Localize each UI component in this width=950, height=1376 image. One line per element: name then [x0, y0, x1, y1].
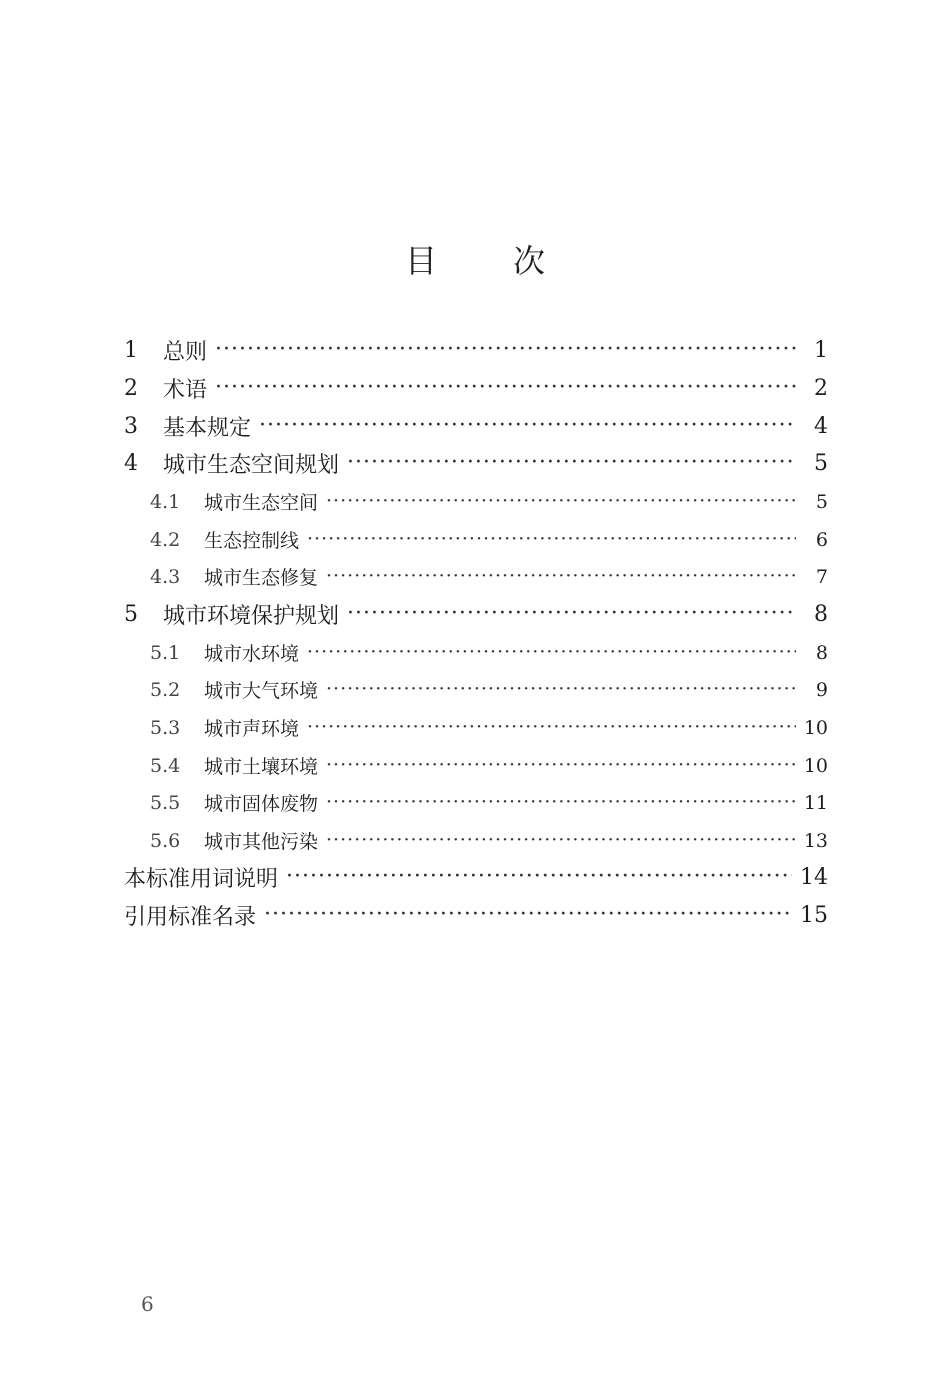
- toc-entry-5[interactable]: [124, 596, 828, 633]
- toc-entry-label: 术语: [163, 378, 208, 403]
- toc-entry-label: 基本规定: [163, 416, 252, 441]
- dot-leader: [326, 829, 796, 851]
- toc-entry-page: 10: [803, 716, 828, 739]
- toc-entry-1[interactable]: [124, 332, 828, 369]
- dot-leader: [215, 375, 796, 400]
- toc-entry-5-6[interactable]: [150, 822, 828, 859]
- toc-entry-page: 1: [814, 338, 828, 363]
- dot-leader: [307, 641, 796, 663]
- toc-entry-label: 城市大气环境: [204, 680, 319, 702]
- dot-leader: [326, 490, 796, 512]
- toc-entry-4-1[interactable]: [150, 483, 828, 520]
- toc-entry-label: 本标准用词说明: [124, 867, 279, 892]
- toc-entry-wording-explanation[interactable]: [124, 859, 828, 896]
- toc-entry-number: 1: [124, 338, 138, 363]
- toc-title-char-2: 次: [513, 242, 546, 280]
- dot-leader: [259, 413, 796, 438]
- toc-entry-label: 生态控制线: [204, 530, 300, 552]
- toc-entry-label: 引用标准名录: [124, 905, 257, 930]
- toc-entry-label: 城市生态空间: [204, 492, 319, 514]
- toc-entry-page: 8: [814, 602, 828, 627]
- toc-entry-number: 5.4: [150, 754, 181, 777]
- toc-entry-label: 城市生态修复: [204, 567, 319, 589]
- toc-title: [0, 236, 950, 282]
- toc-entry-number: 3: [124, 414, 138, 439]
- dot-leader: [326, 565, 796, 587]
- toc-entry-page: 7: [815, 565, 828, 588]
- toc-entry-label: 城市其他污染: [204, 831, 319, 853]
- toc-entry-page: 4: [814, 414, 828, 439]
- toc-entry-page: 13: [803, 829, 828, 852]
- toc-entry-number: 5.1: [150, 641, 181, 664]
- toc-entry-normative-references[interactable]: [124, 897, 828, 934]
- toc-entry-number: 5.2: [150, 678, 181, 701]
- toc-entry-page: 2: [814, 376, 828, 401]
- toc-entry-2[interactable]: [124, 370, 828, 407]
- toc-entry-4-3[interactable]: [150, 558, 828, 595]
- toc-entry-number: 4.1: [150, 490, 181, 513]
- page-number: 6: [141, 1292, 154, 1316]
- toc-entry-label: 城市声环境: [204, 718, 300, 740]
- toc-entry-4-2[interactable]: [150, 521, 828, 558]
- toc-entry-page: 5: [815, 490, 828, 513]
- toc-entry-5-3[interactable]: [150, 709, 828, 746]
- toc-entry-number: 2: [124, 376, 138, 401]
- toc-entry-label: 城市生态空间规划: [163, 453, 340, 478]
- toc-entry-label: 城市水环境: [204, 643, 300, 665]
- toc-entry-page: 14: [800, 865, 828, 890]
- dot-leader: [307, 716, 796, 738]
- toc-entry-5-2[interactable]: [150, 671, 828, 708]
- toc-entry-label: 总则: [163, 340, 208, 365]
- toc-title-char-1: 目: [404, 242, 437, 280]
- dot-leader: [347, 601, 796, 626]
- toc-entry-number: 4: [124, 451, 138, 476]
- toc-entry-4[interactable]: [124, 445, 828, 482]
- toc-entry-page: 5: [814, 451, 828, 476]
- toc-entry-page: 8: [815, 641, 828, 664]
- dot-leader: [347, 450, 796, 475]
- toc-entry-5-4[interactable]: [150, 747, 828, 784]
- dot-leader: [326, 791, 796, 813]
- dot-leader: [286, 864, 792, 889]
- toc-entry-label: 城市固体废物: [204, 793, 319, 815]
- toc-entry-number: 4.3: [150, 565, 181, 588]
- toc-entry-page: 9: [815, 678, 828, 701]
- toc-entry-number: 5.3: [150, 716, 181, 739]
- toc-entry-page: 15: [800, 903, 828, 928]
- toc-entry-number: 4.2: [150, 528, 181, 551]
- dot-leader: [307, 528, 796, 550]
- dot-leader: [326, 678, 796, 700]
- toc-entry-number: 5.6: [150, 829, 181, 852]
- toc-entry-5-1[interactable]: [150, 634, 828, 671]
- dot-leader: [215, 337, 796, 362]
- toc-entry-3[interactable]: [124, 408, 828, 445]
- toc-entry-5-5[interactable]: [150, 784, 828, 821]
- toc-entry-label: 城市环境保护规划: [163, 604, 340, 629]
- toc-entry-label: 城市土壤环境: [204, 756, 319, 778]
- toc-entry-page: 11: [803, 791, 828, 814]
- toc-entry-page: 6: [815, 528, 828, 551]
- dot-leader: [264, 902, 792, 927]
- dot-leader: [326, 754, 796, 776]
- toc-entry-page: 10: [803, 754, 828, 777]
- toc-entry-number: 5.5: [150, 791, 181, 814]
- toc-entry-number: 5: [124, 602, 138, 627]
